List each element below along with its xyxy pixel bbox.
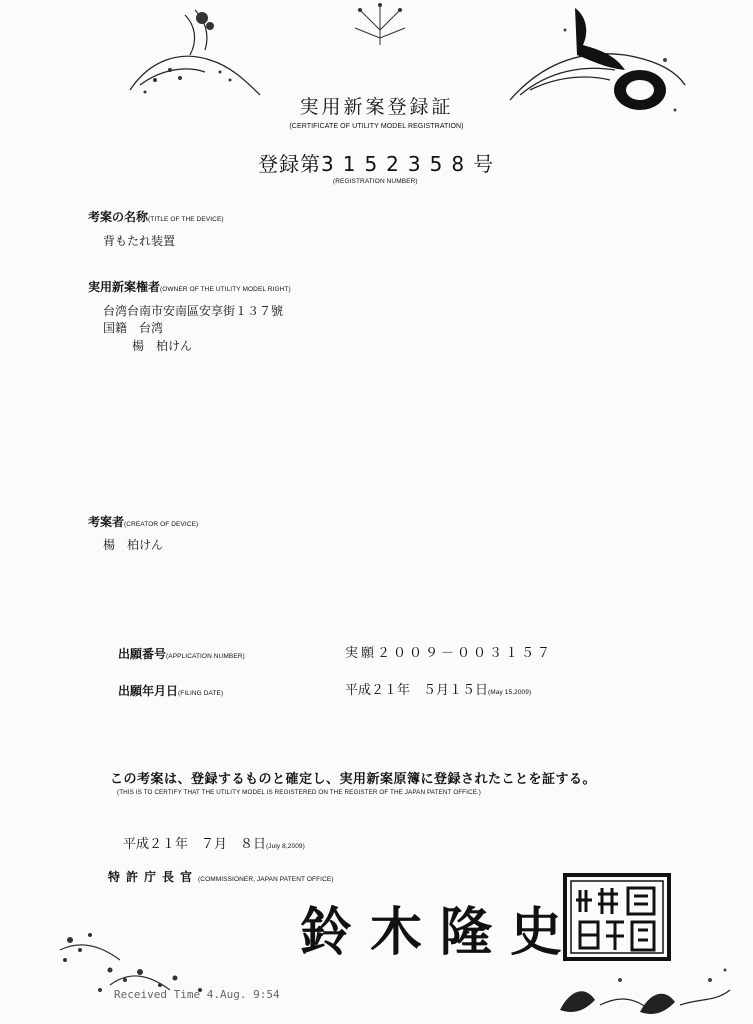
filing-date-value-en: (May 15,2009): [488, 689, 532, 696]
creator-label-en: (CREATOR OF DEVICE): [124, 521, 199, 528]
registration-number-en: (REGISTRATION NUMBER): [333, 178, 418, 185]
creator-label-row: [88, 511, 198, 530]
fax-received-time: Received Time 4.Aug. 9:54: [114, 988, 280, 1001]
owner-label-row: [88, 276, 291, 295]
commissioner-label-en: (COMMISSIONER, JAPAN PATENT OFFICE): [198, 876, 334, 883]
filing-date-row: [345, 679, 531, 698]
certification-text: この考案は、登録するものと確定し、実用新案原簿に登録されたことを証する。: [110, 772, 597, 787]
certification-text-en: (THIS IS TO CERTIFY THAT THE UTILITY MODEL IS REGISTERED ON THE REGISTER OF THE JAPAN PATENT OFFICE.): [117, 789, 481, 796]
filing-date-label-row: [118, 680, 223, 699]
owner-label-en: (OWNER OF THE UTILITY MODEL RIGHT): [160, 286, 291, 293]
device-title-value: 背もたれ装置: [103, 234, 176, 248]
paulownia-decoration: [345, 0, 415, 50]
application-number-label-en: (APPLICATION NUMBER): [166, 653, 245, 660]
issue-date: 平成２１年 ７月 ８日: [123, 837, 267, 852]
filing-date-label: 出願年月日: [118, 684, 179, 698]
application-number-label: 出願番号: [118, 647, 167, 661]
certificate-title: 実用新案登録証: [299, 96, 454, 118]
device-title-label-row: [88, 206, 224, 225]
certificate-title-en: (CERTIFICATE OF UTILITY MODEL REGISTRATION): [289, 123, 464, 130]
creator-name: 楊 柏けん: [103, 538, 164, 552]
commissioner-signature: 鈴木隆史: [300, 902, 581, 963]
registration-prefix: 登録第: [258, 152, 321, 176]
registration-suffix: 号: [473, 152, 495, 176]
owner-nationality: 国籍 台湾: [103, 321, 164, 335]
device-title-label-en: (TITLE OF THE DEVICE): [148, 216, 224, 223]
issue-date-row: [123, 833, 305, 852]
commissioner-label: 特許庁長官: [108, 870, 199, 884]
application-number-value: 実願２００９－００３１５７: [345, 646, 554, 661]
filing-date-label-en: (FILING DATE): [178, 690, 224, 697]
issue-date-en: (July 8,2009): [266, 843, 305, 850]
device-title-label: 考案の名称: [88, 210, 149, 224]
bottom-right-decoration: [540, 950, 740, 1024]
application-number-label-row: [118, 643, 245, 662]
commissioner-row: [108, 866, 334, 885]
owner-name: 楊 柏けん: [132, 339, 193, 353]
registration-number-line: [258, 148, 494, 177]
registration-number: 3152358: [321, 152, 474, 176]
filing-date-value: 平成２１年 ５月１５日: [345, 683, 489, 698]
official-seal: [562, 872, 672, 962]
owner-address: 台湾台南市安南區安享街１３７號: [103, 304, 284, 318]
owner-label: 実用新案権者: [88, 280, 161, 294]
creator-label: 考案者: [88, 515, 125, 529]
